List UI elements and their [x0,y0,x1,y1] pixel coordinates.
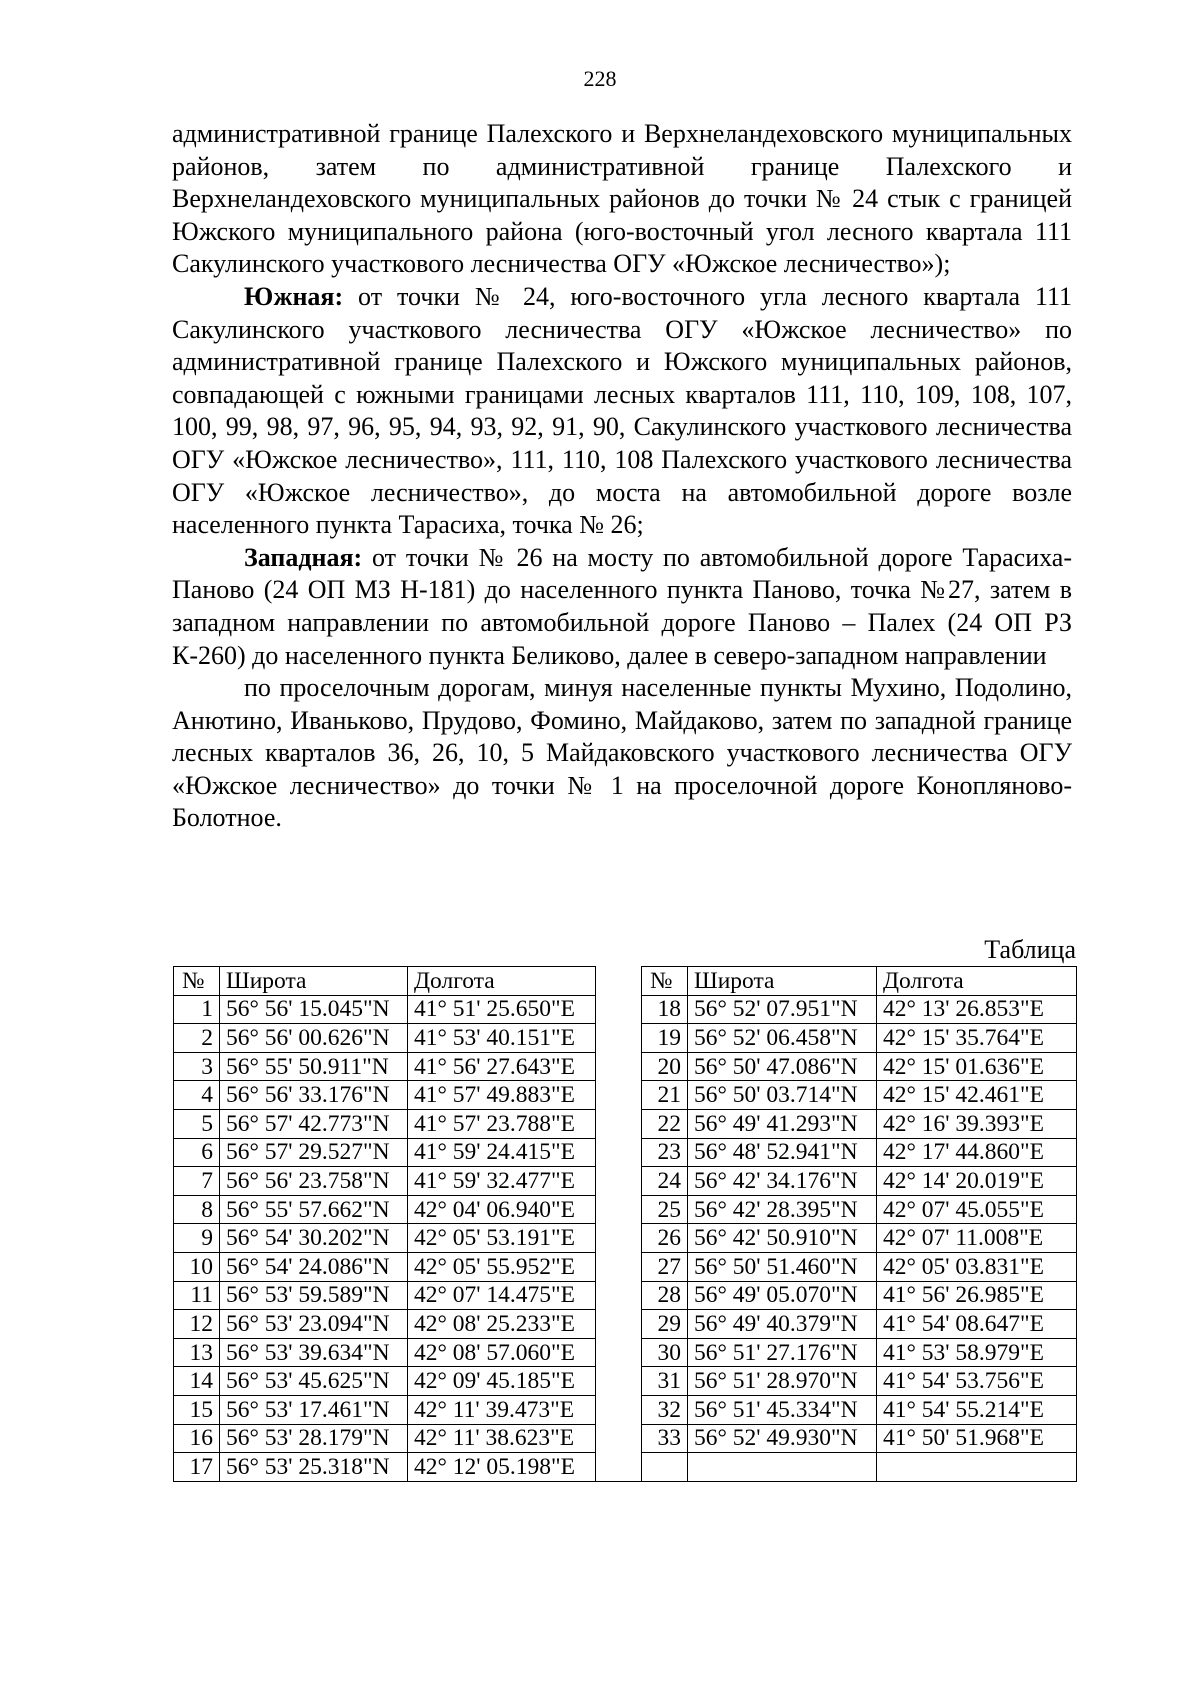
latitude-cell: 56° 53' 45.625"N [220,1367,408,1396]
point-number: 32 [642,1395,688,1424]
table-gap [596,1167,642,1196]
latitude-cell: 56° 42' 34.176"N [688,1167,877,1196]
longitude-cell: 42° 05' 03.831"E [877,1252,1077,1281]
longitude-cell: 41° 50' 51.968"E [877,1424,1077,1453]
latitude-cell: 56° 52' 06.458"N [688,1024,877,1053]
coordinates-table [173,966,1077,1482]
point-number: 31 [642,1367,688,1396]
point-number: 1 [174,995,220,1024]
longitude-cell: 41° 53' 58.979"E [877,1338,1077,1367]
latitude-cell: 56° 49' 40.379"N [688,1310,877,1339]
point-number: 14 [174,1367,220,1396]
longitude-cell: 42° 15' 01.636"E [877,1052,1077,1081]
point-number: 17 [174,1453,220,1482]
latitude-cell: 56° 52' 07.951"N [688,995,877,1024]
point-number: 4 [174,1081,220,1110]
longitude-cell: 42° 08' 57.060"E [408,1338,596,1367]
latitude-cell: 56° 57' 29.527"N [220,1138,408,1167]
table-row [174,1367,1077,1396]
table-gap [596,1024,642,1053]
longitude-cell [877,1453,1077,1482]
table-gap [596,1281,642,1310]
paragraph-south [172,281,1072,542]
table-body [174,995,1077,1481]
table-row [174,1109,1077,1138]
table-row [174,1224,1077,1253]
longitude-cell: 41° 59' 24.415"E [408,1138,596,1167]
table-row [174,1453,1077,1482]
header-number: № [174,967,220,996]
table-row [174,1081,1077,1110]
table-row [174,1281,1077,1310]
longitude-cell: 41° 54' 55.214"E [877,1395,1077,1424]
header-number: № [642,967,688,996]
table-row [174,1024,1077,1053]
longitude-cell: 42° 07' 14.475"E [408,1281,596,1310]
latitude-cell: 56° 51' 27.176"N [688,1338,877,1367]
point-number: 26 [642,1224,688,1253]
latitude-cell: 56° 53' 17.461"N [220,1395,408,1424]
table-row [174,1195,1077,1224]
latitude-cell: 56° 55' 57.662"N [220,1195,408,1224]
point-number [642,1453,688,1482]
table-row [174,1310,1077,1339]
longitude-cell: 42° 05' 55.952"E [408,1252,596,1281]
latitude-cell: 56° 53' 59.589"N [220,1281,408,1310]
paragraph-text: по проселочным дорогам, минуя населенные пункты Мухино, Подолино, Анютино, Иваньково, Прудово, Фомино, Майдаково, затем по западной границе лесных кварталов 36, 26, 10, 5 Майдаковского участкового лесничества ОГУ «Южское лесничество» до точки № 1 на проселочной дороге Конопляново-Болотное. [172,673,1072,833]
point-number: 11 [174,1281,220,1310]
longitude-cell: 41° 57' 23.788"E [408,1109,596,1138]
longitude-cell: 41° 56' 27.643"E [408,1052,596,1081]
table-gap [596,1195,642,1224]
table-gap [596,1395,642,1424]
latitude-cell: 56° 50' 51.460"N [688,1252,877,1281]
point-number: 2 [174,1024,220,1053]
longitude-cell: 42° 15' 42.461"E [877,1081,1077,1110]
longitude-cell: 41° 54' 08.647"E [877,1310,1077,1339]
point-number: 23 [642,1138,688,1167]
latitude-cell: 56° 53' 28.179"N [220,1424,408,1453]
table-gap [596,1081,642,1110]
point-number: 29 [642,1310,688,1339]
point-number: 13 [174,1338,220,1367]
table-gap [596,1367,642,1396]
point-number: 33 [642,1424,688,1453]
table-row [174,1138,1077,1167]
longitude-cell: 42° 11' 38.623"E [408,1424,596,1453]
point-number: 10 [174,1252,220,1281]
longitude-cell: 42° 13' 26.853"E [877,995,1077,1024]
table-row [174,1252,1077,1281]
latitude-cell: 56° 56' 33.176"N [220,1081,408,1110]
longitude-cell: 42° 05' 53.191"E [408,1224,596,1253]
table-gap [596,1052,642,1081]
latitude-cell: 56° 42' 50.910"N [688,1224,877,1253]
point-number: 22 [642,1109,688,1138]
longitude-cell: 42° 16' 39.393"E [877,1109,1077,1138]
header-longitude: Долгота [877,967,1077,996]
longitude-cell: 42° 09' 45.185"E [408,1367,596,1396]
latitude-cell: 56° 48' 52.941"N [688,1138,877,1167]
table-gap [596,1424,642,1453]
longitude-cell: 42° 12' 05.198"E [408,1453,596,1482]
table-gap [596,995,642,1024]
longitude-cell: 42° 07' 45.055"E [877,1195,1077,1224]
latitude-cell: 56° 56' 15.045"N [220,995,408,1024]
point-number: 24 [642,1167,688,1196]
table-row [174,1167,1077,1196]
longitude-cell: 42° 07' 11.008"E [877,1224,1077,1253]
latitude-cell: 56° 50' 03.714"N [688,1081,877,1110]
header-longitude: Долгота [408,967,596,996]
longitude-cell: 41° 56' 26.985"E [877,1281,1077,1310]
page-number: 228 [583,66,617,91]
point-number: 7 [174,1167,220,1196]
latitude-cell: 56° 50' 47.086"N [688,1052,877,1081]
point-number: 27 [642,1252,688,1281]
longitude-cell: 41° 53' 40.151"E [408,1024,596,1053]
point-number: 5 [174,1109,220,1138]
point-number: 25 [642,1195,688,1224]
paragraph-text: административной границе Палехского и Верхнеландеховского муниципальных районов, затем по административной границе Палехского и Верхнеландеховского муниципальных районов до точки № 24 стык с границей Южского муниципального района (юго-восточный угол лесного квартала 111 Сакулинского участкового лесничества ОГУ «Южское лесничество»); [172,119,1072,279]
latitude-cell: 56° 53' 23.094"N [220,1310,408,1339]
longitude-cell: 42° 15' 35.764"E [877,1024,1077,1053]
point-number: 15 [174,1395,220,1424]
longitude-cell: 42° 04' 06.940"E [408,1195,596,1224]
longitude-cell: 41° 59' 32.477"E [408,1167,596,1196]
latitude-cell: 56° 51' 45.334"N [688,1395,877,1424]
latitude-cell: 56° 49' 41.293"N [688,1109,877,1138]
latitude-cell: 56° 57' 42.773"N [220,1109,408,1138]
point-number: 9 [174,1224,220,1253]
table-gap [596,1252,642,1281]
point-number: 19 [642,1024,688,1053]
document-body [172,118,1072,835]
point-number: 12 [174,1310,220,1339]
paragraph-west-continued [172,672,1072,835]
longitude-cell: 42° 17' 44.860"E [877,1138,1077,1167]
point-number: 18 [642,995,688,1024]
latitude-cell: 56° 53' 39.634"N [220,1338,408,1367]
latitude-cell: 56° 42' 28.395"N [688,1195,877,1224]
point-number: 30 [642,1338,688,1367]
latitude-cell: 56° 53' 25.318"N [220,1453,408,1482]
point-number: 3 [174,1052,220,1081]
latitude-cell: 56° 56' 00.626"N [220,1024,408,1053]
table-gap [596,967,642,996]
longitude-cell: 42° 11' 39.473"E [408,1395,596,1424]
table-row [174,1395,1077,1424]
table-row [174,1338,1077,1367]
latitude-cell: 56° 51' 28.970"N [688,1367,877,1396]
table-row [174,995,1077,1024]
table-gap [596,1310,642,1339]
point-number: 21 [642,1081,688,1110]
table-gap [596,1138,642,1167]
paragraph-lead: Южная: [244,281,344,311]
latitude-cell: 56° 52' 49.930"N [688,1424,877,1453]
latitude-cell [688,1453,877,1482]
longitude-cell: 42° 14' 20.019"E [877,1167,1077,1196]
header-latitude: Широта [688,967,877,996]
paragraph-lead: Западная: [244,542,363,572]
longitude-cell: 41° 54' 53.756"E [877,1367,1077,1396]
point-number: 16 [174,1424,220,1453]
latitude-cell: 56° 54' 24.086"N [220,1252,408,1281]
table-gap [596,1224,642,1253]
header-latitude: Широта [220,967,408,996]
table-gap [596,1338,642,1367]
latitude-cell: 56° 56' 23.758"N [220,1167,408,1196]
latitude-cell: 56° 54' 30.202"N [220,1224,408,1253]
table-header-row [174,967,1077,996]
point-number: 28 [642,1281,688,1310]
paragraph-continuation [172,118,1072,281]
point-number: 8 [174,1195,220,1224]
latitude-cell: 56° 49' 05.070"N [688,1281,877,1310]
longitude-cell: 41° 51' 25.650"E [408,995,596,1024]
longitude-cell: 41° 57' 49.883"E [408,1081,596,1110]
table-row [174,1052,1077,1081]
table-caption: Таблица [984,935,1076,964]
latitude-cell: 56° 55' 50.911"N [220,1052,408,1081]
table-row [174,1424,1077,1453]
paragraph-text: от точки № 24, юго-восточного угла лесного квартала 111 Сакулинского участкового лесничества ОГУ «Южское лесничество» по административной границе Палехского и Южского муниципальных районов, совпадающей с южными границами лесных кварталов 111, 110, 109, 108, 107, 100, 99, 98, 97, 96, 95, 94, 93, 92, 91, 90, Сакулинского участкового лесничества ОГУ «Южское лесничество», 111, 110, 108 Палехского участкового лесничества ОГУ «Южское лесничество», до моста на автомобильной дороге возле населенного пункта Тарасиха, точка № 26; [172,281,1072,540]
paragraph-text: от точки № 26 на мосту по автомобильной дороге Тарасиха-Паново (24 ОП МЗ Н-181) до населенного пункта Паново, точка №27, затем в западном направлении по автомобильной дороге Паново – Палех (24 ОП РЗ К-260) до населенного пункта Беликово, далее в северо-западном направлении [172,542,1072,670]
paragraph-west [172,542,1072,672]
point-number: 20 [642,1052,688,1081]
table-gap [596,1109,642,1138]
point-number: 6 [174,1138,220,1167]
table-gap [596,1453,642,1482]
longitude-cell: 42° 08' 25.233"E [408,1310,596,1339]
